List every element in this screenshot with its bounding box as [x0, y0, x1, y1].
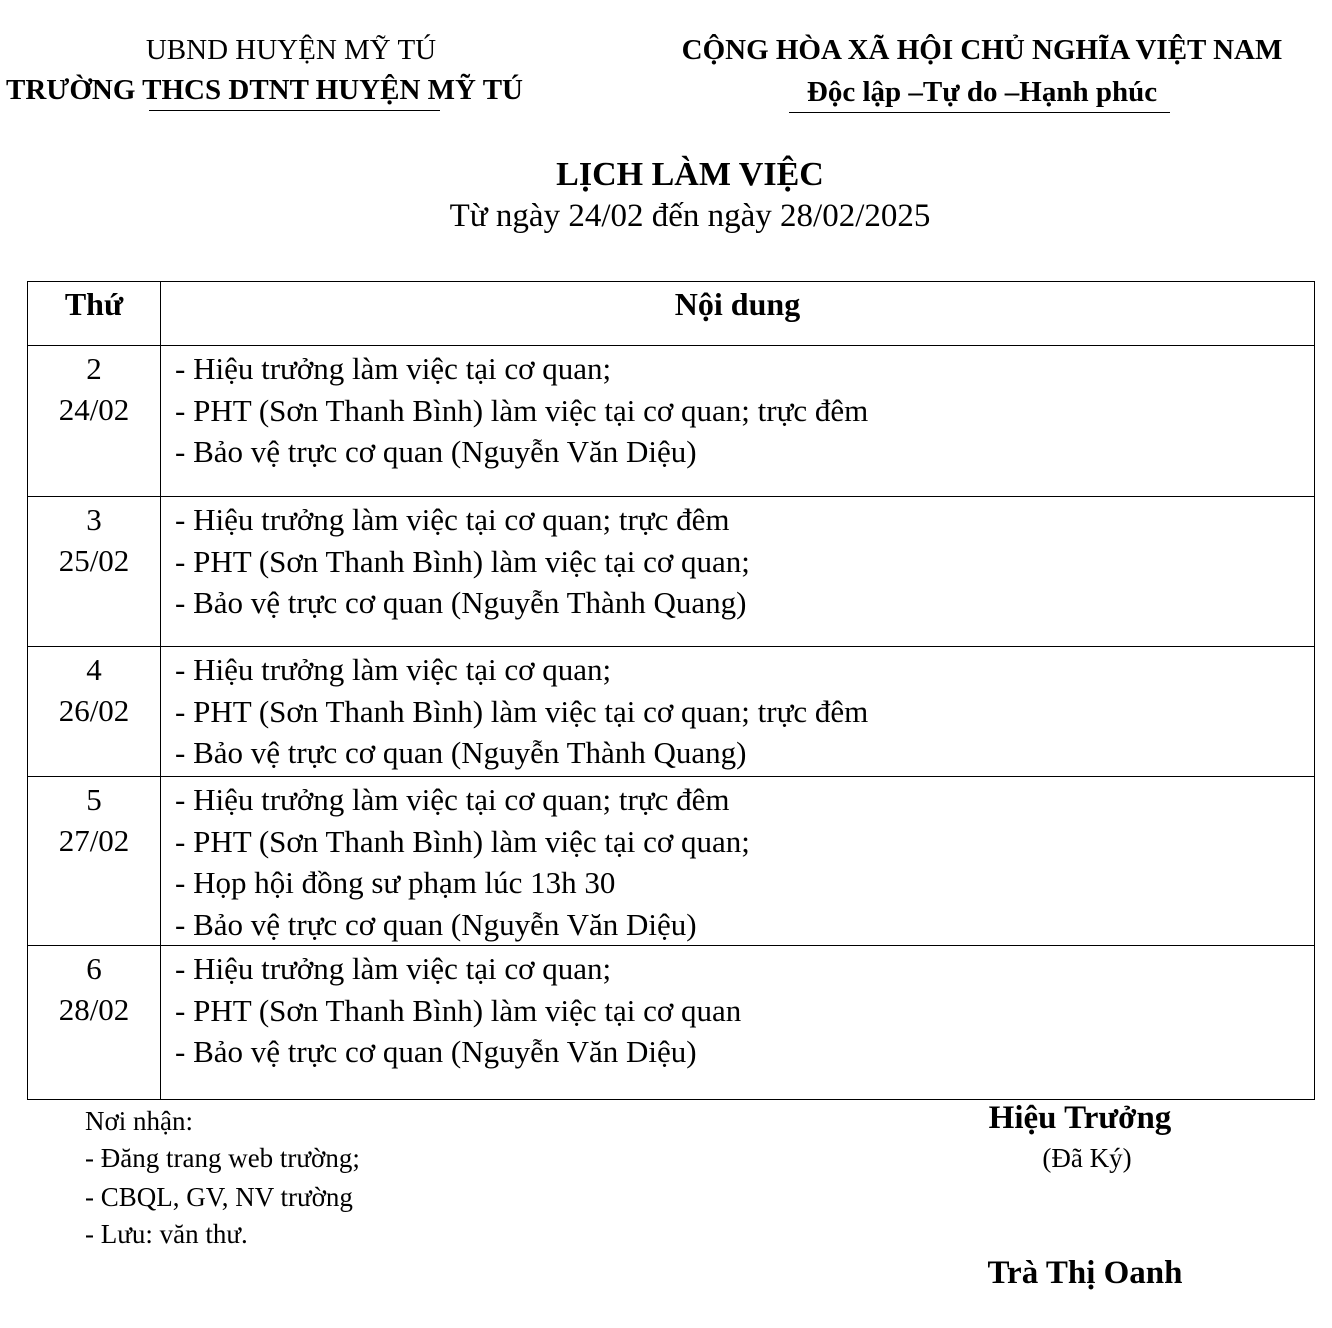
- task-line: - Hiệu trưởng làm việc tại cơ quan; trực đêm: [175, 782, 730, 817]
- date: 27/02: [58, 823, 130, 858]
- table-header-row: [28, 282, 1315, 346]
- date: 25/02: [58, 543, 130, 578]
- schedule-table: [27, 281, 1315, 1100]
- content-cell: [161, 497, 1315, 647]
- task-line: - Bảo vệ trực cơ quan (Nguyễn Văn Diệu): [175, 434, 697, 469]
- day-cell: [28, 777, 161, 946]
- task-line: - PHT (Sơn Thanh Bình) làm việc tại cơ quan; trực đêm: [175, 693, 869, 729]
- table-row: [28, 777, 1315, 946]
- date: 24/02: [58, 392, 130, 427]
- task-line: - Bảo vệ trực cơ quan (Nguyễn Thành Quang): [175, 585, 747, 620]
- agency-name: UBND HUYỆN MỸ TÚ: [145, 34, 437, 66]
- day-cell: [28, 946, 161, 1100]
- task-line: - Bảo vệ trực cơ quan (Nguyễn Văn Diệu): [175, 906, 697, 942]
- recipient-item: - Lưu: văn thư.: [85, 1219, 248, 1249]
- weekday: 2: [86, 351, 102, 386]
- document-date-range: Từ ngày 24/02 đến ngày 28/02/2025: [449, 198, 931, 234]
- table-row: [28, 946, 1315, 1100]
- task-line: - PHT (Sơn Thanh Bình) làm việc tại cơ quan;: [175, 823, 750, 859]
- day-cell: [28, 346, 161, 497]
- table-row: [28, 647, 1315, 777]
- recipient-item: - Đăng trang web trường;: [85, 1143, 360, 1173]
- signer-title: Hiệu Trưởng: [988, 1100, 1172, 1136]
- task-line: - Hiệu trưởng làm việc tại cơ quan;: [175, 951, 612, 986]
- weekday: 5: [86, 782, 102, 817]
- signature-status: (Đã Ký): [1042, 1143, 1132, 1173]
- content-cell: [161, 946, 1315, 1100]
- task-line: - Hiệu trưởng làm việc tại cơ quan;: [175, 652, 612, 687]
- task-line: - Bảo vệ trực cơ quan (Nguyễn Văn Diệu): [175, 1034, 697, 1069]
- content-cell: [161, 777, 1315, 946]
- national-title: CỘNG HÒA XÃ HỘI CHỦ NGHĨA VIỆT NAM: [681, 34, 1283, 66]
- task-line: - PHT (Sơn Thanh Bình) làm việc tại cơ quan: [175, 992, 742, 1028]
- national-motto-underline: [789, 112, 1170, 113]
- weekday: 6: [86, 951, 102, 986]
- date: 28/02: [58, 992, 130, 1027]
- day-cell: [28, 497, 161, 647]
- task-line: - Hiệu trưởng làm việc tại cơ quan; trực đêm: [175, 502, 730, 537]
- date: 26/02: [58, 693, 130, 728]
- weekday: 4: [86, 652, 102, 687]
- table-row: [28, 346, 1315, 497]
- content-cell: [161, 647, 1315, 777]
- recipients-title: Nơi nhận:: [85, 1106, 194, 1136]
- school-name: TRƯỜNG THCS DTNT HUYỆN MỸ TÚ: [6, 74, 523, 106]
- day-cell: [28, 647, 161, 777]
- recipient-item: - CBQL, GV, NV trường: [85, 1182, 353, 1212]
- task-line: - PHT (Sơn Thanh Bình) làm việc tại cơ quan; trực đêm: [175, 392, 869, 428]
- national-motto: Độc lập –Tự do –Hạnh phúc: [806, 76, 1158, 108]
- task-line: - Bảo vệ trực cơ quan (Nguyễn Thành Quang): [175, 735, 747, 770]
- task-line: - Họp hội đồng sư phạm lúc 13h 30: [175, 865, 616, 900]
- header-content: Nội dung: [161, 282, 1315, 346]
- weekday: 3: [86, 502, 102, 537]
- table-row: [28, 497, 1315, 647]
- school-name-underline: [149, 110, 440, 111]
- task-line: - Hiệu trưởng làm việc tại cơ quan;: [175, 351, 612, 386]
- header-day: Thứ: [28, 282, 161, 346]
- content-cell: [161, 346, 1315, 497]
- task-line: - PHT (Sơn Thanh Bình) làm việc tại cơ quan;: [175, 543, 750, 579]
- signer-name: Trà Thị Oanh: [987, 1255, 1183, 1291]
- document-title: LỊCH LÀM VIỆC: [556, 156, 824, 193]
